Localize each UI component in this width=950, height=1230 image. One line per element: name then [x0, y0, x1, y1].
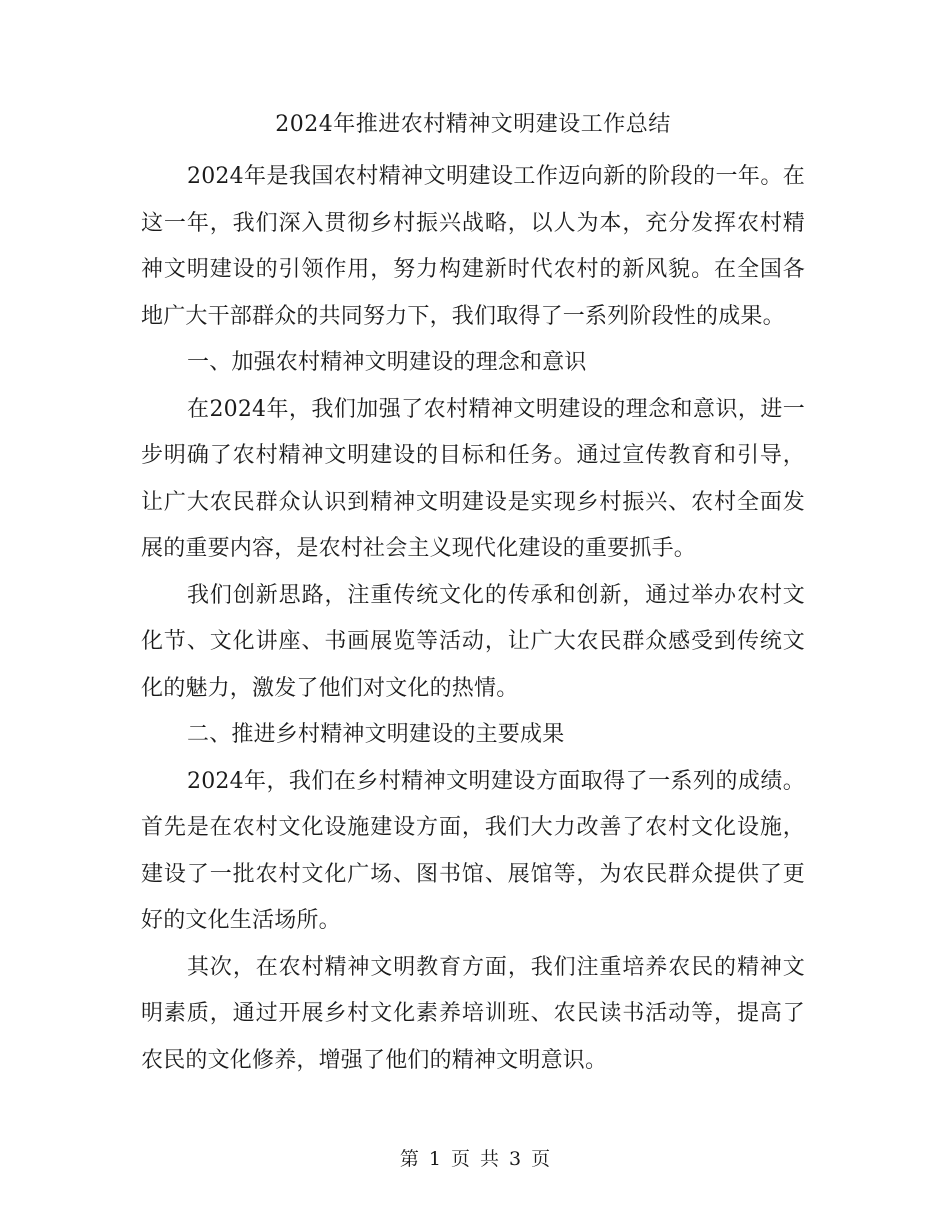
paragraph-education: 其次，在农村精神文明教育方面，我们注重培养农民的精神文明素质，通过开展乡村文化素养培训班、农民读书活动等，提高了农民的文化修养，增强了他们的精神文明意识。 [141, 954, 805, 1073]
document-title: 2024年推进农村精神文明建设工作总结 [275, 112, 671, 137]
paragraph-section-2: 2024年，我们在乡村精神文明建设方面取得了一系列的成绩。首先是在农村文化设施建设方面，我们大力改善了农村文化设施，建设了一批农村文化广场、图书馆、展馆等，为农民群众提供了更好的文化生活场所。 [141, 768, 805, 933]
paragraph-traditional-culture: 我们创新思路，注重传统文化的传承和创新，通过举办农村文化节、文化讲座、书画展览等活动，让广大农民群众感受到传统文化的魅力，激发了他们对文化的热情。 [141, 582, 805, 701]
document-body [141, 106, 805, 1084]
page-number-label: 第 1 页 共 3 页 [399, 1148, 551, 1170]
page-footer [0, 1147, 950, 1171]
paragraph-intro: 2024年是我国农村精神文明建设工作迈向新的阶段的一年。在这一年，我们深入贯彻乡村振兴战略，以人为本，充分发挥农村精神文明建设的引领作用，努力构建新时代农村的新风貌。在全国各地广大干部群众的共同努力下，我们取得了一系列阶段性的成果。 [141, 164, 805, 329]
paragraph-section-1: 在2024年，我们加强了农村精神文明建设的理念和意识，进一步明确了农村精神文明建设的目标和任务。通过宣传教育和引导，让广大农民群众认识到精神文明建设是实现乡村振兴、农村全面发展的重要内容，是农村社会主义现代化建设的重要抓手。 [141, 396, 805, 561]
section-heading-1: 一、加强农村精神文明建设的理念和意识 [187, 350, 587, 375]
section-heading-2: 二、推进乡村精神文明建设的主要成果 [187, 722, 565, 747]
